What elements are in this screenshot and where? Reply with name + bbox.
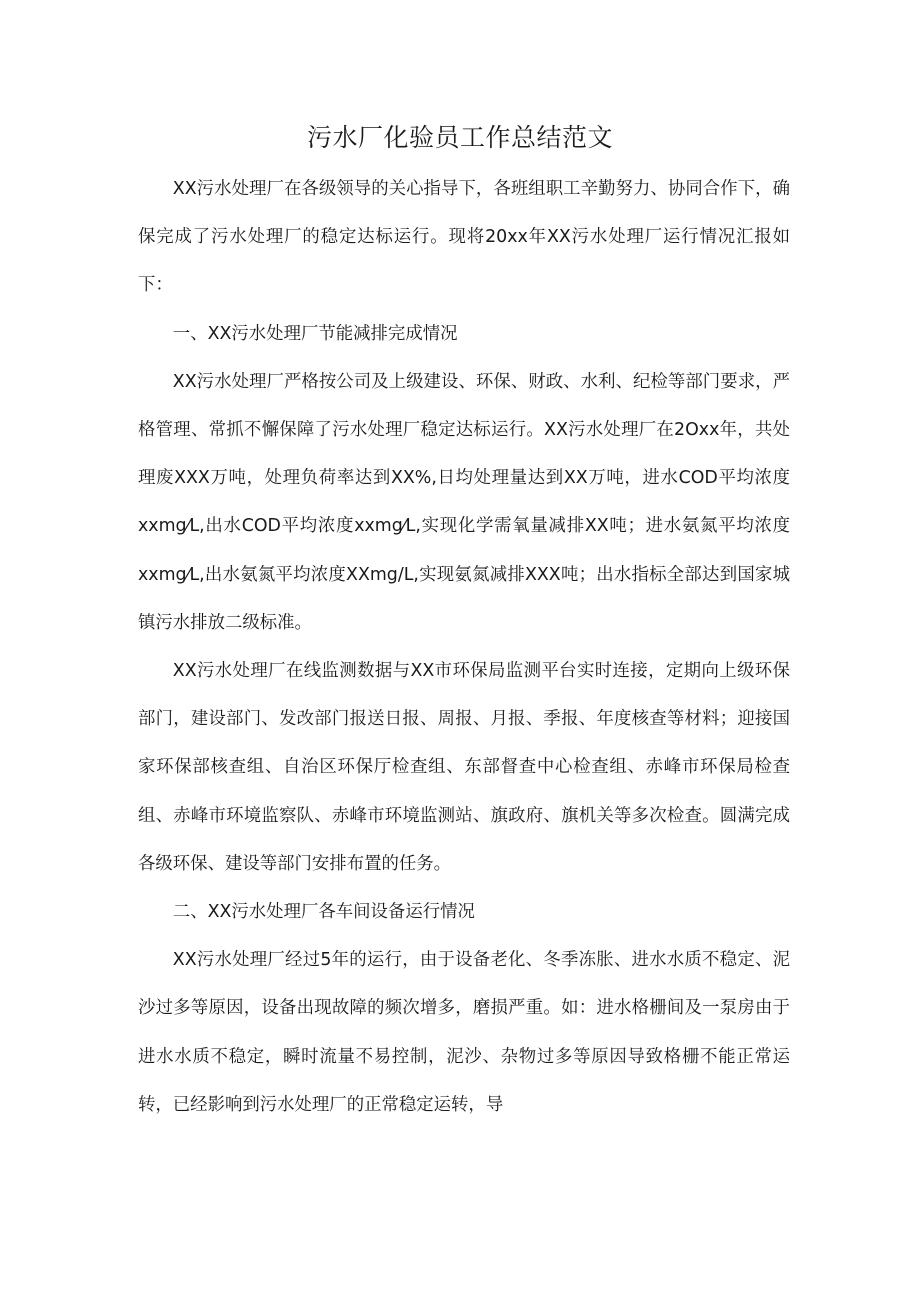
document-body [138, 165, 790, 1129]
monitoring-paragraph: XX污水处理厂在线监测数据与XX市环保局监测平台实时连接，定期向上级环保部门，建设部门、发改部门报送日报、周报、月报、季报、年度核查等材料；迎接国家环保部核查组、自治区环保厅检查组、东部督查中心检查组、赤峰市环保局检查组、赤峰市环境监察队、赤峰市环境监测站、旗政府、旗机关等多次检查。圆满完成各级环保、建设等部门安排布置的任务。 [138, 661, 790, 874]
emission-reduction-paragraph: XX污水处理厂严格按公司及上级建设、环保、财政、水利、纪检等部门要求，严格管理、常抓不懈保障了污水处理厂稳定达标运行。XX污水处理厂在2Oxx年，共处理废XXX万吨，处理负荷率达到XX%,日均处理量达到XX万吨，进水COD平均浓度xxmg⁄L,出水COD平均浓度xxmg⁄L,实现化学需氧量减排XX吨；进水氨氮平均浓度xxmg⁄L,出水氨氮平均浓度XXmg/L,实现氨氮减排XXX吨；出水指标全部达到国家城镇污水排放二级标准。 [138, 371, 790, 633]
document-title: 污水厂化验员工作总结范文 [306, 123, 613, 152]
equipment-paragraph: XX污水处理厂经过5年的运行，由于设备老化、冬季冻胀、进水水质不稳定、泥沙过多等原因，设备出现故障的频次增多，磨损严重。如：进水格栅间及一泵房由于进水水质不稳定，瞬时流量不易控制，泥沙、杂物过多等原因导致格栅不能正常运转，已经影响到污水处理厂的正常稳定运转，导 [138, 950, 790, 1115]
section-heading-2: 二、XX污水处理厂各车间设备运行情况 [172, 902, 475, 923]
intro-paragraph: XX污水处理厂在各级领导的关心指导下，各班组职工辛勤努力、协同合作下，确保完成了污水处理厂的稳定达标运行。现将20xx年XX污水处理厂运行情况汇报如下： [138, 179, 790, 296]
section-heading-1: 一、XX污水处理厂节能减排完成情况 [172, 323, 458, 344]
